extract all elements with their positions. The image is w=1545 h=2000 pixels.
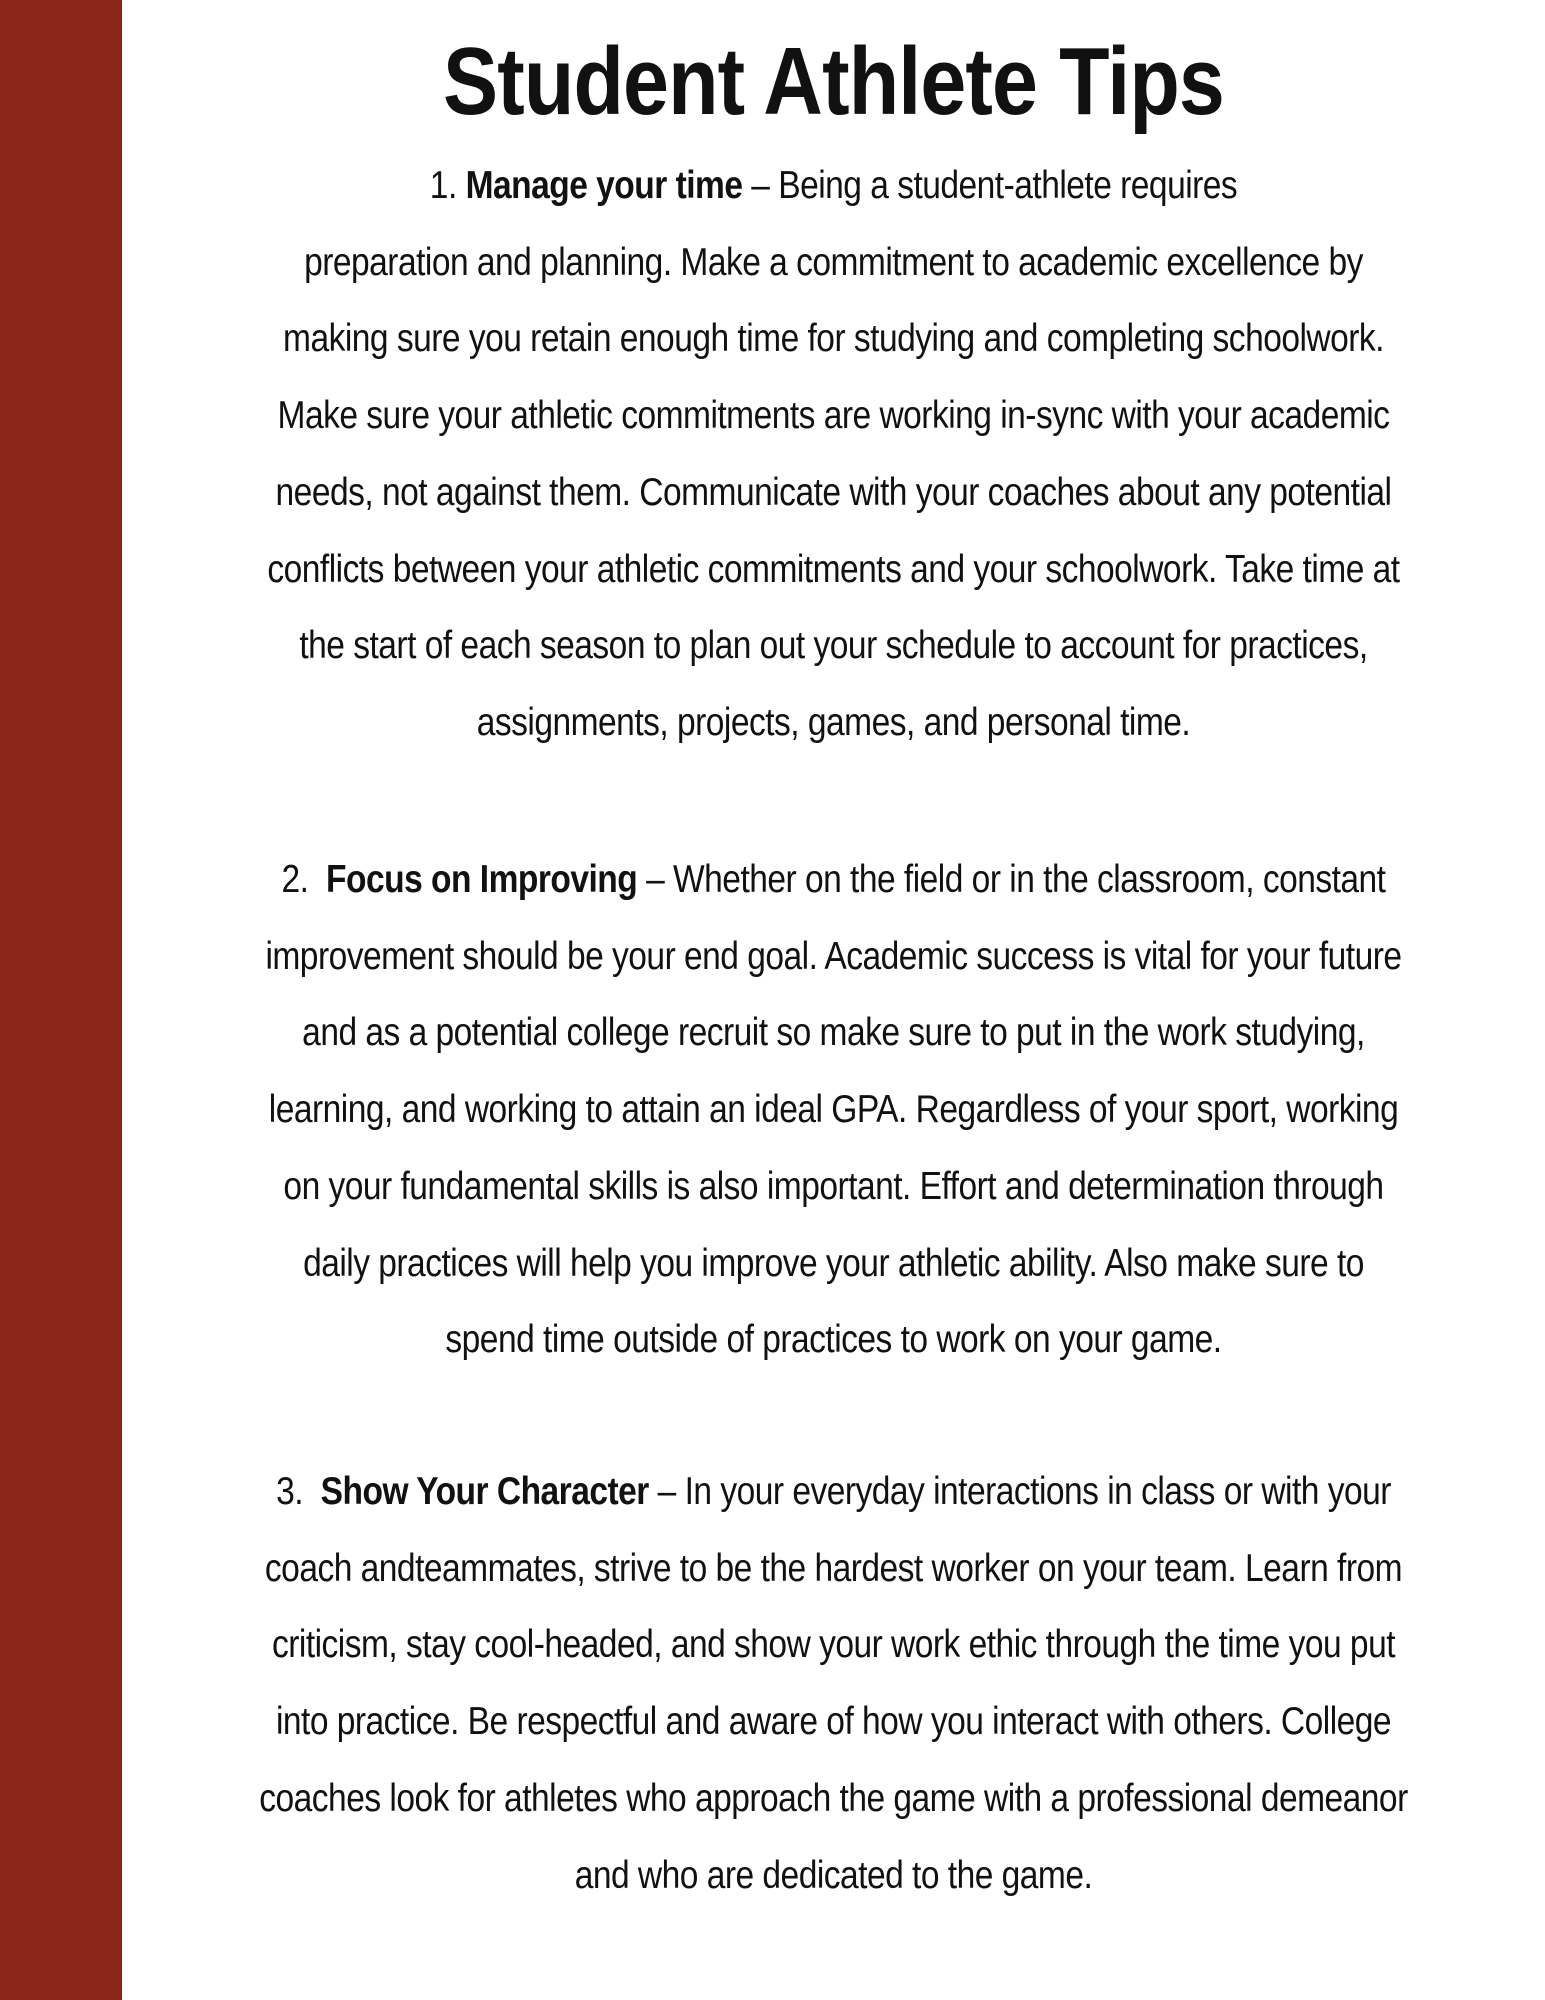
tip-2-first-line: [227, 842, 1440, 919]
tip-1-number: 1.: [429, 164, 457, 207]
document-body: [122, 0, 1545, 2000]
tip-2-text-line: daily practices will help you improve your athletic ability. Also make sure to: [303, 1241, 1364, 1285]
tip-1-text-line: the start of each season to plan out your schedule to account for practices,: [299, 624, 1368, 668]
tip-1-text-line: preparation and planning. Make a commitment to academic excellence by: [304, 240, 1363, 284]
tip-3-text-line: criticism, stay cool-headed, and show your work ethic through the time you put: [271, 1623, 1396, 1667]
tip-2: [227, 842, 1440, 1379]
tip-2-text-line: and as a potential college recruit so make sure to put in the work studying,: [302, 1011, 1365, 1055]
tip-3-separator: –: [657, 1470, 676, 1513]
tip-2-text-line: on your fundamental skills is also important. Effort and determination through: [283, 1164, 1384, 1208]
tip-1-text-line: needs, not against them. Communicate with your coaches about any potential: [275, 470, 1392, 514]
tip-3: [227, 1454, 1440, 1914]
tip-1-text-line: making sure you retain enough time for studying and completing schoolwork.: [283, 317, 1384, 361]
tip-2-text-line: spend time outside of practices to work on your game.: [445, 1318, 1222, 1362]
tip-1-text-line: Make sure your athletic commitments are working in-sync with your academic: [277, 394, 1390, 438]
tip-2-text-line: improvement should be your end goal. Academic success is vital for your future: [265, 934, 1402, 978]
tip-2-number: 2.: [281, 858, 309, 901]
tip-1-text-line: assignments, projects, games, and personal time.: [476, 700, 1191, 744]
tip-3-number: 3.: [276, 1470, 304, 1513]
tip-3-text-line: and who are dedicated to the game.: [574, 1853, 1093, 1897]
left-accent-bar: [0, 0, 122, 2000]
tip-1-text-line: Being a student-athlete requires: [778, 164, 1238, 207]
tip-1: [227, 148, 1440, 762]
tip-2-text-line: Whether on the field or in the classroom, constant: [673, 858, 1386, 901]
tip-2-text-line: learning, and working to attain an ideal GPA. Regardless of your sport, working: [268, 1088, 1399, 1132]
tip-3-heading: Show Your Character: [320, 1470, 649, 1513]
tip-3-text-line: coach andteammates, strive to be the hardest worker on your team. Learn from: [264, 1546, 1403, 1590]
tip-1-first-line: [227, 148, 1440, 225]
tip-3-text-line: coaches look for athletes who approach the game with a professional demeanor: [259, 1776, 1408, 1820]
tip-1-separator: –: [751, 164, 770, 207]
tip-2-heading: Focus on Improving: [326, 858, 638, 901]
tip-1-text-line: conflicts between your athletic commitments and your schoolwork. Take time at: [267, 547, 1400, 591]
page-title: Student Athlete Tips: [443, 28, 1224, 135]
tip-1-heading: Manage your time: [465, 164, 743, 207]
tip-3-first-line: [227, 1454, 1440, 1531]
tip-3-text-line: into practice. Be respectful and aware of how you interact with others. College: [275, 1700, 1392, 1744]
tip-2-separator: –: [646, 858, 665, 901]
tip-3-text-line: In your everyday interactions in class or with your: [684, 1470, 1391, 1513]
